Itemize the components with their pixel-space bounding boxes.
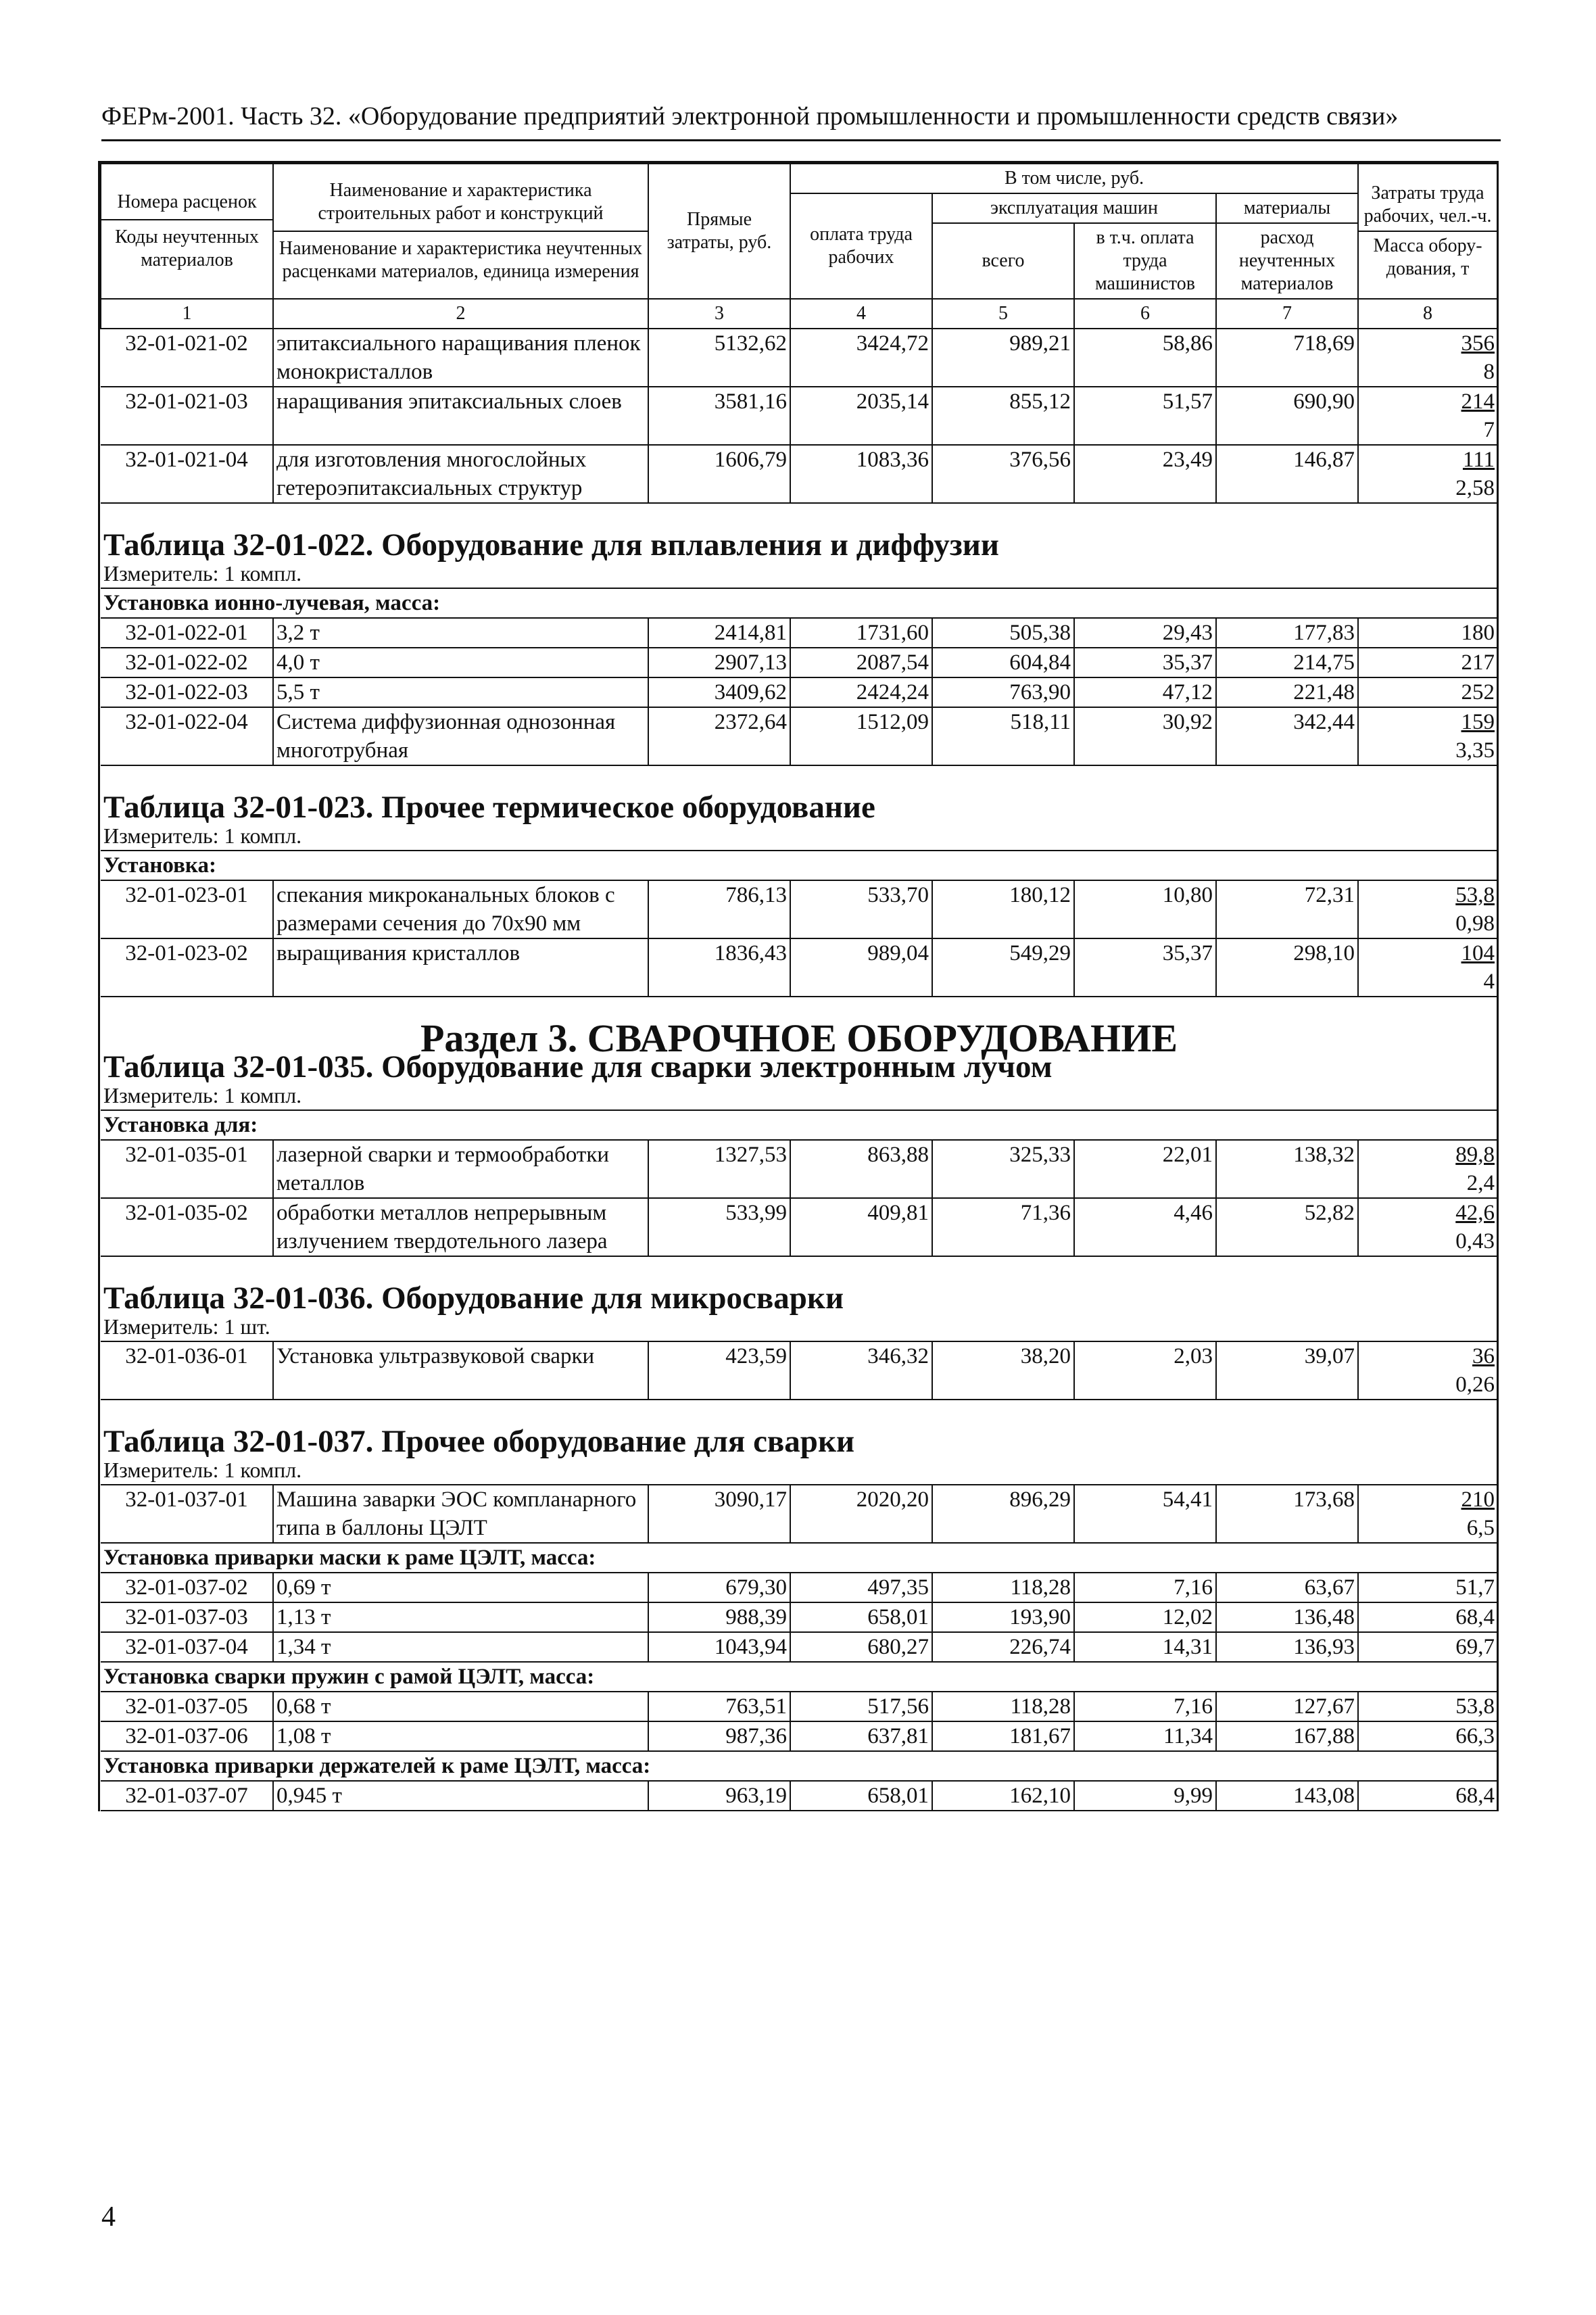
- rate-name: Машина заварки ЭОС компланарного типа в баллоны ЦЭЛТ: [273, 1485, 648, 1543]
- col-header-1b: Коды неучтенных материалов: [101, 219, 272, 272]
- labor-hours: 68,4: [1455, 1784, 1495, 1808]
- labor-hours: 217: [1461, 650, 1495, 675]
- materials: 138,32: [1216, 1140, 1358, 1198]
- machinist-pay: 11,34: [1074, 1721, 1216, 1751]
- direct-cost: 2907,13: [648, 648, 790, 677]
- machine-total: 604,84: [932, 648, 1074, 677]
- machine-total: 896,29: [932, 1485, 1074, 1543]
- table-row: [101, 1198, 1497, 1256]
- labor-mass-cell: [1358, 880, 1497, 938]
- rate-name: 0,68 т: [273, 1692, 648, 1721]
- rate-code: 32-01-037-03: [101, 1602, 273, 1632]
- col-number: 7: [1216, 299, 1358, 329]
- rate-name: 1,13 т: [273, 1602, 648, 1632]
- materials: 718,69: [1216, 329, 1358, 387]
- spacer-row: [101, 1256, 1497, 1284]
- equipment-mass: 8: [1483, 360, 1495, 384]
- direct-cost: 3581,16: [648, 387, 790, 445]
- spacer-row: [101, 1400, 1497, 1427]
- machinist-pay: 58,86: [1074, 329, 1216, 387]
- machinist-pay: 29,43: [1074, 618, 1216, 648]
- labor-mass-cell: [1358, 677, 1497, 707]
- table-row: [101, 1341, 1497, 1400]
- table-row: [101, 387, 1497, 445]
- labor-mass-cell: [1358, 1140, 1497, 1198]
- rate-code: 32-01-022-01: [101, 618, 273, 648]
- machine-total: 193,90: [932, 1602, 1074, 1632]
- direct-cost: 963,19: [648, 1781, 790, 1811]
- equipment-mass: 6,5: [1466, 1516, 1495, 1540]
- subgroup-title-row: [101, 1543, 1497, 1573]
- materials: 143,08: [1216, 1781, 1358, 1811]
- table-row: [101, 1573, 1497, 1602]
- labor-pay: 989,04: [790, 938, 932, 997]
- labor-hours: 53,8: [1455, 1694, 1495, 1719]
- subgroup-title: Установка приварки маски к раме ЦЭЛТ, масса:: [101, 1543, 1497, 1573]
- direct-cost: 2414,81: [648, 618, 790, 648]
- labor-mass-cell: [1358, 1692, 1497, 1721]
- machine-total: 38,20: [932, 1341, 1074, 1400]
- materials: 146,87: [1216, 445, 1358, 503]
- col-header-2b: Наименование и характеристика неучтенных расценками материалов, единица измерения: [274, 231, 648, 283]
- col-header-machines: эксплуатация машин: [932, 193, 1216, 223]
- rate-code: 32-01-037-02: [101, 1573, 273, 1602]
- equipment-mass: 7: [1483, 418, 1495, 442]
- table-title-row: [101, 1427, 1497, 1456]
- measure-unit-row: [101, 1456, 1497, 1485]
- machinist-pay: 12,02: [1074, 1602, 1216, 1632]
- rate-code: 32-01-037-01: [101, 1485, 273, 1543]
- header-row: [101, 164, 1497, 193]
- spacer-row: [101, 503, 1497, 531]
- rate-name: 4,0 т: [273, 648, 648, 677]
- table-row: [101, 1602, 1497, 1632]
- measure-unit: Измеритель: 1 компл.: [103, 561, 302, 586]
- labor-pay: 346,32: [790, 1341, 932, 1400]
- machine-total: 549,29: [932, 938, 1074, 997]
- price-table-sheet: [98, 161, 1499, 1811]
- rate-code: 32-01-023-02: [101, 938, 273, 997]
- col-header-4: оплата труда рабочих: [790, 193, 932, 299]
- labor-hours: 68,4: [1455, 1605, 1495, 1629]
- measure-unit: Измеритель: 1 компл.: [103, 824, 302, 848]
- machinist-pay: 10,80: [1074, 880, 1216, 938]
- rate-code: 32-01-021-03: [101, 387, 273, 445]
- col-number: 5: [932, 299, 1074, 329]
- machine-total: 505,38: [932, 618, 1074, 648]
- labor-pay: 3424,72: [790, 329, 932, 387]
- table-row: [101, 445, 1497, 503]
- machine-total: 180,12: [932, 880, 1074, 938]
- machinist-pay: 35,37: [1074, 938, 1216, 997]
- table-row: [101, 1485, 1497, 1543]
- rate-code: 32-01-037-06: [101, 1721, 273, 1751]
- materials: 136,48: [1216, 1602, 1358, 1632]
- machinist-pay: 4,46: [1074, 1198, 1216, 1256]
- labor-pay: 1731,60: [790, 618, 932, 648]
- rate-name: 0,945 т: [273, 1781, 648, 1811]
- rate-name: Установка ультразвуковой сварки: [273, 1341, 648, 1400]
- table-title-row: [101, 531, 1497, 559]
- spacer: [101, 1400, 1497, 1427]
- rate-name: для изготовления многослойных гетероэпитаксиальных структур: [273, 445, 648, 503]
- materials: 136,93: [1216, 1632, 1358, 1662]
- running-header: ФЕРм-2001. Часть 32. «Оборудование предприятий электронной промышленности и промышленности средств связи»: [101, 102, 1399, 130]
- rate-name: Система диффузионная однозонная многотрубная: [273, 707, 648, 765]
- table-row: [101, 1781, 1497, 1811]
- spacer-row: [101, 765, 1497, 793]
- equipment-mass: 3,35: [1455, 738, 1495, 763]
- direct-cost: 1327,53: [648, 1140, 790, 1198]
- labor-mass-cell: [1358, 1485, 1497, 1543]
- table-title-row: [101, 793, 1497, 821]
- machine-total: 376,56: [932, 445, 1074, 503]
- spacer: [101, 503, 1497, 531]
- labor-pay: 409,81: [790, 1198, 932, 1256]
- labor-mass-cell: [1358, 1721, 1497, 1751]
- rate-name: лазерной сварки и термообработки металлов: [273, 1140, 648, 1198]
- machine-total: 118,28: [932, 1692, 1074, 1721]
- price-table: [100, 163, 1498, 1811]
- direct-cost: 679,30: [648, 1573, 790, 1602]
- labor-hours: 36: [1472, 1344, 1495, 1368]
- machinist-pay: 7,16: [1074, 1692, 1216, 1721]
- labor-hours: 356: [1461, 331, 1495, 356]
- materials: 177,83: [1216, 618, 1358, 648]
- labor-pay: 1083,36: [790, 445, 932, 503]
- table-row: [101, 618, 1497, 648]
- col-header-including: В том числе, руб.: [790, 164, 1358, 193]
- labor-mass-cell: [1358, 1198, 1497, 1256]
- measure-unit-row: [101, 1312, 1497, 1341]
- machinist-pay: 54,41: [1074, 1485, 1216, 1543]
- machinist-pay: 22,01: [1074, 1140, 1216, 1198]
- header-rule: [101, 139, 1501, 141]
- labor-mass-cell: [1358, 1781, 1497, 1811]
- table-title: Таблица 32-01-036. Оборудование для микросварки: [103, 1281, 844, 1316]
- table-row: [101, 1140, 1497, 1198]
- labor-mass-cell: [1358, 445, 1497, 503]
- direct-cost: 1043,94: [648, 1632, 790, 1662]
- machinist-pay: 23,49: [1074, 445, 1216, 503]
- rate-code: 32-01-037-04: [101, 1632, 273, 1662]
- spacer: [101, 1256, 1497, 1284]
- direct-cost: 3090,17: [648, 1485, 790, 1543]
- table-title: Таблица 32-01-022. Оборудование для вплавления и диффузии: [103, 527, 999, 563]
- table-row: [101, 1692, 1497, 1721]
- direct-cost: 1606,79: [648, 445, 790, 503]
- rate-code: 32-01-022-03: [101, 677, 273, 707]
- table-row: [101, 707, 1497, 765]
- labor-pay: 863,88: [790, 1140, 932, 1198]
- direct-cost: 763,51: [648, 1692, 790, 1721]
- direct-cost: 533,99: [648, 1198, 790, 1256]
- table-title-row: [101, 1053, 1497, 1081]
- machine-total: 989,21: [932, 329, 1074, 387]
- section-heading: Раздел 3. СВАРОЧНОЕ ОБОРУДОВАНИЕ: [420, 1016, 1178, 1060]
- subgroup-title-row: [101, 588, 1497, 618]
- col-number: 1: [101, 299, 273, 329]
- labor-mass-cell: [1358, 1602, 1497, 1632]
- machine-total: 226,74: [932, 1632, 1074, 1662]
- labor-mass-cell: [1358, 387, 1497, 445]
- rate-name: наращивания эпитаксиальных слоев: [273, 387, 648, 445]
- labor-hours: 69,7: [1455, 1635, 1495, 1659]
- table-row: [101, 329, 1497, 387]
- col-number: 2: [273, 299, 648, 329]
- labor-pay: 2020,20: [790, 1485, 932, 1543]
- machinist-pay: 51,57: [1074, 387, 1216, 445]
- rate-code: 32-01-022-02: [101, 648, 273, 677]
- labor-pay: 658,01: [790, 1602, 932, 1632]
- rate-code: 32-01-036-01: [101, 1341, 273, 1400]
- subgroup-title-row: [101, 851, 1497, 880]
- labor-mass-cell: [1358, 648, 1497, 677]
- labor-hours: 210: [1461, 1487, 1495, 1512]
- table-title: Таблица 32-01-035. Оборудование для сварки электронным лучом: [103, 1049, 1053, 1084]
- column-numbers-row: [101, 299, 1497, 329]
- direct-cost: 3409,62: [648, 677, 790, 707]
- equipment-mass: 0,43: [1455, 1229, 1495, 1254]
- col-header-2a: Наименование и характеристика строительных работ и конструкций: [318, 180, 604, 224]
- labor-pay: 533,70: [790, 880, 932, 938]
- subgroup-title: Установка ионно-лучевая, масса:: [101, 588, 1497, 618]
- table-row: [101, 1632, 1497, 1662]
- rate-code: 32-01-021-04: [101, 445, 273, 503]
- col-header-1a: Номера расценок: [117, 191, 257, 212]
- col-header-8: [1358, 164, 1497, 299]
- rate-name: 3,2 т: [273, 618, 648, 648]
- rate-code: 32-01-037-05: [101, 1692, 273, 1721]
- measure-unit: Измеритель: 1 компл.: [103, 1083, 302, 1107]
- materials: 690,90: [1216, 387, 1358, 445]
- materials: 221,48: [1216, 677, 1358, 707]
- equipment-mass: 0,26: [1455, 1373, 1495, 1397]
- direct-cost: 988,39: [648, 1602, 790, 1632]
- rate-code: 32-01-023-01: [101, 880, 273, 938]
- machinist-pay: 47,12: [1074, 677, 1216, 707]
- materials: 214,75: [1216, 648, 1358, 677]
- table-row: [101, 677, 1497, 707]
- materials: 63,67: [1216, 1573, 1358, 1602]
- labor-mass-cell: [1358, 1573, 1497, 1602]
- col-header-5: всего: [932, 223, 1074, 299]
- col-header-materials: материалы: [1216, 193, 1358, 223]
- labor-hours: 159: [1461, 710, 1495, 734]
- machinist-pay: 14,31: [1074, 1632, 1216, 1662]
- table-title-row: [101, 1284, 1497, 1312]
- machine-total: 162,10: [932, 1781, 1074, 1811]
- subgroup-title: Установка для:: [101, 1110, 1497, 1140]
- col-number: 8: [1358, 299, 1497, 329]
- labor-hours: 51,7: [1455, 1575, 1495, 1600]
- machine-total: 518,11: [932, 707, 1074, 765]
- materials: 298,10: [1216, 938, 1358, 997]
- rate-name: спекания микроканальных блоков с размерами сечения до 70х90 мм: [273, 880, 648, 938]
- labor-mass-cell: [1358, 618, 1497, 648]
- equipment-mass: 0,98: [1455, 911, 1495, 936]
- labor-hours: 53,8: [1455, 883, 1495, 907]
- machinist-pay: 2,03: [1074, 1341, 1216, 1400]
- spacer: [101, 765, 1497, 793]
- labor-pay: 2035,14: [790, 387, 932, 445]
- measure-unit-row: [101, 559, 1497, 588]
- direct-cost: 423,59: [648, 1341, 790, 1400]
- col-header-names: [273, 164, 648, 299]
- col-header-8a: Затраты труда рабочих, чел.-ч.: [1363, 183, 1492, 226]
- labor-mass-cell: [1358, 938, 1497, 997]
- labor-mass-cell: [1358, 1632, 1497, 1662]
- table-row: [101, 1721, 1497, 1751]
- direct-cost: 2372,64: [648, 707, 790, 765]
- rate-code: 32-01-037-07: [101, 1781, 273, 1811]
- labor-pay: 1512,09: [790, 707, 932, 765]
- labor-pay: 637,81: [790, 1721, 932, 1751]
- table-title: Таблица 32-01-037. Прочее оборудование для сварки: [103, 1424, 855, 1459]
- materials: 167,88: [1216, 1721, 1358, 1751]
- rate-name: 1,34 т: [273, 1632, 648, 1662]
- table-body: [101, 164, 1497, 1811]
- rate-code: 32-01-021-02: [101, 329, 273, 387]
- labor-mass-cell: [1358, 707, 1497, 765]
- col-header-3: Прямые затраты, руб.: [648, 164, 790, 299]
- machine-total: 118,28: [932, 1573, 1074, 1602]
- labor-pay: 680,27: [790, 1632, 932, 1662]
- table-row: [101, 880, 1497, 938]
- machine-total: 181,67: [932, 1721, 1074, 1751]
- subgroup-title-row: [101, 1751, 1497, 1781]
- rate-name: выращивания кристаллов: [273, 938, 648, 997]
- equipment-mass: 2,4: [1466, 1171, 1495, 1195]
- labor-hours: 66,3: [1455, 1724, 1495, 1748]
- col-number: 3: [648, 299, 790, 329]
- labor-pay: 2087,54: [790, 648, 932, 677]
- subgroup-title: Установка:: [101, 851, 1497, 880]
- col-header-codes: [101, 164, 273, 299]
- equipment-mass: 4: [1483, 970, 1495, 994]
- subgroup-title: Установка приварки держателей к раме ЦЭЛТ, масса:: [101, 1751, 1497, 1781]
- table-row: [101, 938, 1497, 997]
- measure-unit-row: [101, 1081, 1497, 1110]
- labor-hours: 180: [1461, 621, 1495, 645]
- rate-code: 32-01-035-02: [101, 1198, 273, 1256]
- labor-hours: 42,6: [1455, 1201, 1495, 1225]
- machinist-pay: 9,99: [1074, 1781, 1216, 1811]
- labor-pay: 517,56: [790, 1692, 932, 1721]
- machine-total: 325,33: [932, 1140, 1074, 1198]
- machine-total: 855,12: [932, 387, 1074, 445]
- rate-code: 32-01-035-01: [101, 1140, 273, 1198]
- measure-unit-row: [101, 821, 1497, 851]
- subgroup-title-row: [101, 1662, 1497, 1692]
- materials: 127,67: [1216, 1692, 1358, 1721]
- rate-name: 5,5 т: [273, 677, 648, 707]
- machine-total: 71,36: [932, 1198, 1074, 1256]
- measure-unit: Измеритель: 1 шт.: [103, 1314, 270, 1339]
- machine-total: 763,90: [932, 677, 1074, 707]
- rate-name: 0,69 т: [273, 1573, 648, 1602]
- labor-hours: 252: [1461, 680, 1495, 705]
- machinist-pay: 30,92: [1074, 707, 1216, 765]
- equipment-mass: 2,58: [1455, 476, 1495, 500]
- materials: 72,31: [1216, 880, 1358, 938]
- labor-mass-cell: [1358, 329, 1497, 387]
- labor-mass-cell: [1358, 1341, 1497, 1400]
- rate-name: обработки металлов непрерывным излучением твердотельного лазера: [273, 1198, 648, 1256]
- materials: 52,82: [1216, 1198, 1358, 1256]
- page-number: 4: [101, 2201, 116, 2233]
- table-row: [101, 648, 1497, 677]
- direct-cost: 987,36: [648, 1721, 790, 1751]
- col-header-8b: Масса обору-дования, т: [1359, 231, 1497, 283]
- machinist-pay: 35,37: [1074, 648, 1216, 677]
- col-header-6: в т.ч. оплата труда машинистов: [1074, 223, 1216, 299]
- labor-hours: 111: [1462, 448, 1495, 472]
- labor-pay: 658,01: [790, 1781, 932, 1811]
- col-number: 4: [790, 299, 932, 329]
- section-heading-row: [101, 1024, 1497, 1053]
- subgroup-title: Установка сварки пружин с рамой ЦЭЛТ, масса:: [101, 1662, 1497, 1692]
- labor-hours: 214: [1461, 389, 1495, 414]
- labor-hours: 89,8: [1455, 1143, 1495, 1167]
- materials: 342,44: [1216, 707, 1358, 765]
- machinist-pay: 7,16: [1074, 1573, 1216, 1602]
- col-header-7: расход неучтенных материалов: [1216, 223, 1358, 299]
- materials: 173,68: [1216, 1485, 1358, 1543]
- direct-cost: 1836,43: [648, 938, 790, 997]
- rate-name: эпитаксиального наращивания пленок монокристаллов: [273, 329, 648, 387]
- labor-pay: 497,35: [790, 1573, 932, 1602]
- direct-cost: 5132,62: [648, 329, 790, 387]
- subgroup-title-row: [101, 1110, 1497, 1140]
- rate-name: 1,08 т: [273, 1721, 648, 1751]
- rate-code: 32-01-022-04: [101, 707, 273, 765]
- direct-cost: 786,13: [648, 880, 790, 938]
- measure-unit: Измеритель: 1 компл.: [103, 1458, 302, 1482]
- labor-pay: 2424,24: [790, 677, 932, 707]
- labor-hours: 104: [1461, 941, 1495, 965]
- col-number: 6: [1074, 299, 1216, 329]
- table-title: Таблица 32-01-023. Прочее термическое оборудование: [103, 790, 875, 825]
- materials: 39,07: [1216, 1341, 1358, 1400]
